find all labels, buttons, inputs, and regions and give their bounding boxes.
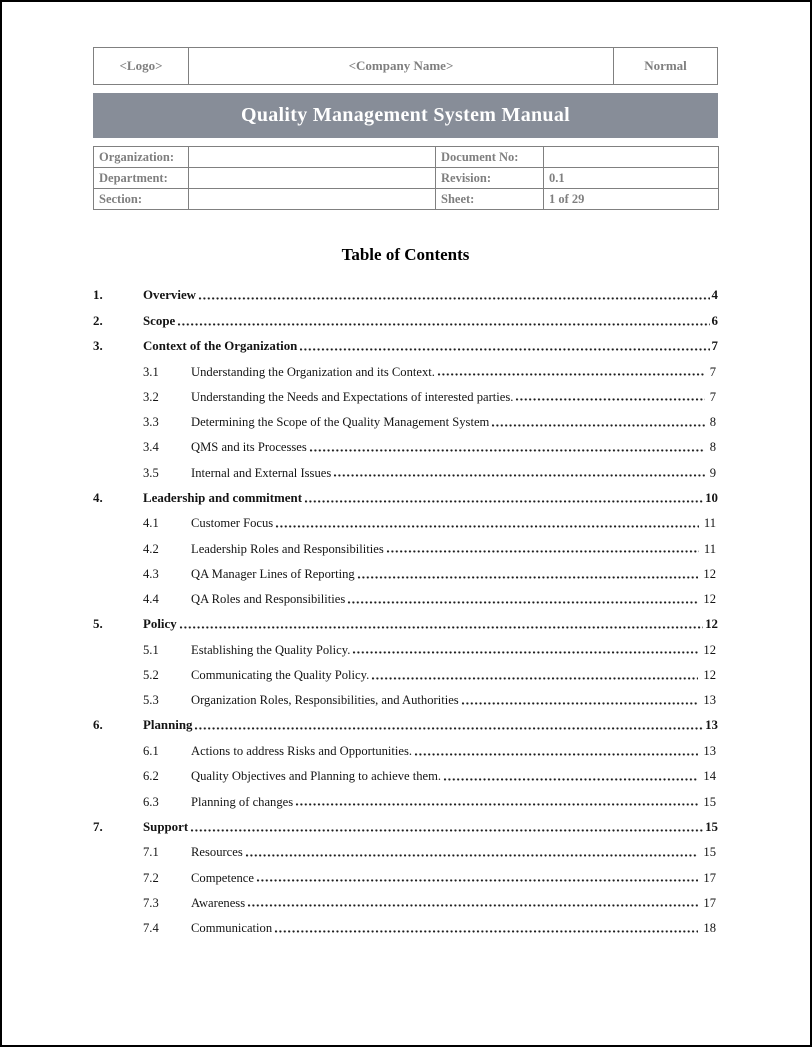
toc-dot-leader — [299, 348, 709, 352]
toc-dot-leader — [295, 803, 698, 807]
toc-list — [93, 277, 718, 935]
toc-entry-page: 12 — [705, 617, 718, 632]
toc-entry-page: 18 — [703, 921, 716, 936]
toc-entry-label: QA Manager Lines of Reporting — [191, 566, 355, 581]
toc-entry[interactable] — [93, 859, 718, 884]
toc-entry-number: 5. — [93, 617, 103, 632]
toc-entry-number: 6.2 — [143, 769, 159, 784]
toc-dot-leader — [333, 474, 704, 478]
toc-entry[interactable] — [93, 656, 718, 681]
toc-entry-page: 7 — [709, 364, 716, 379]
toc-entry-label: Policy — [143, 617, 177, 632]
toc-entry-page: 17 — [703, 895, 716, 910]
document-status-label: Normal — [613, 48, 717, 84]
info-label-cell: Document No: — [436, 147, 544, 168]
toc-entry-label: Overview — [143, 288, 196, 303]
toc-entry-number: 6.3 — [143, 794, 159, 809]
toc-dot-leader — [194, 727, 703, 731]
toc-entry[interactable] — [93, 530, 718, 555]
toc-dot-leader — [198, 297, 710, 301]
info-table-row — [94, 189, 719, 210]
toc-dot-leader — [256, 879, 698, 883]
toc-entry[interactable] — [93, 403, 718, 428]
toc-entry-number: 5.3 — [143, 693, 159, 708]
toc-dot-leader — [177, 323, 709, 327]
toc-entry[interactable] — [93, 834, 718, 859]
toc-entry-number: 3.4 — [143, 440, 159, 455]
toc-entry-label: Scope — [143, 313, 176, 328]
toc-entry[interactable] — [93, 505, 718, 530]
toc-entry[interactable] — [93, 353, 718, 378]
toc-entry-label: Establishing the Quality Policy. — [191, 642, 351, 657]
toc-entry-page: 7 — [709, 389, 716, 404]
toc-entry-number: 4.3 — [143, 566, 159, 581]
toc-entry-number: 3.1 — [143, 364, 159, 379]
toc-dot-leader — [190, 829, 703, 833]
info-label-cell: Revision: — [436, 168, 544, 189]
toc-dot-leader — [443, 778, 698, 782]
toc-entry[interactable] — [93, 909, 718, 934]
toc-entry-page: 12 — [703, 592, 716, 607]
toc-entry-number: 6.1 — [143, 744, 159, 759]
toc-dot-leader — [437, 373, 705, 377]
toc-entry-label: Determining the Scope of the Quality Management System — [191, 415, 490, 430]
toc-entry[interactable] — [93, 454, 718, 479]
info-value-cell: 1 of 29 — [544, 189, 719, 210]
toc-entry-page: 13 — [705, 718, 718, 733]
toc-entry-page: 12 — [703, 668, 716, 683]
toc-dot-leader — [304, 500, 703, 504]
toc-entry-label: Awareness — [191, 895, 246, 910]
toc-entry-page: 17 — [703, 870, 716, 885]
toc-entry[interactable] — [93, 682, 718, 707]
toc-entry-number: 7.4 — [143, 921, 159, 936]
toc-entry-number: 4.1 — [143, 516, 159, 531]
toc-entry-number: 6. — [93, 718, 103, 733]
toc-entry-number: 4. — [93, 490, 103, 505]
toc-dot-leader — [371, 677, 698, 681]
toc-entry-page: 12 — [703, 642, 716, 657]
toc-dot-leader — [357, 576, 699, 580]
toc-dot-leader — [414, 753, 698, 757]
toc-entry-label: Understanding the Needs and Expectations of interested parties. — [191, 389, 514, 404]
info-table-body — [94, 147, 719, 210]
toc-entry-number: 4.4 — [143, 592, 159, 607]
info-value-cell — [189, 189, 436, 210]
toc-entry-page: 11 — [703, 516, 716, 531]
toc-dot-leader — [274, 930, 698, 934]
info-value-cell: 0.1 — [544, 168, 719, 189]
toc-dot-leader — [309, 449, 705, 453]
toc-entry[interactable] — [93, 277, 718, 302]
info-value-cell — [189, 147, 436, 168]
company-name-placeholder: <Company Name> — [188, 48, 613, 84]
toc-entry-label: Resources — [191, 845, 243, 860]
toc-entry[interactable] — [93, 555, 718, 580]
toc-entry[interactable] — [93, 479, 718, 504]
toc-entry-page: 9 — [709, 465, 716, 480]
info-label-cell: Sheet: — [436, 189, 544, 210]
toc-dot-leader — [245, 854, 699, 858]
toc-entry-number: 4.2 — [143, 541, 159, 556]
toc-entry-number: 3.5 — [143, 465, 159, 480]
toc-entry-label: Customer Focus — [191, 516, 274, 531]
info-table-row — [94, 168, 719, 189]
toc-entry-label: Quality Objectives and Planning to achieve them. — [191, 769, 442, 784]
toc-entry-label: Internal and External Issues — [191, 465, 332, 480]
info-table-row — [94, 147, 719, 168]
toc-entry-page: 7 — [711, 338, 718, 353]
toc-entry-number: 5.1 — [143, 642, 159, 657]
toc-entry-page: 8 — [709, 440, 716, 455]
toc-entry-number: 2. — [93, 313, 103, 328]
toc-entry[interactable] — [93, 328, 718, 353]
toc-dot-leader — [275, 525, 699, 529]
toc-entry-label: Competence — [191, 870, 254, 885]
toc-entry-label: Context of the Organization — [143, 338, 298, 353]
toc-entry[interactable] — [93, 581, 718, 606]
toc-entry-number: 3. — [93, 338, 103, 353]
toc-entry-page: 15 — [703, 794, 716, 809]
toc-entry-page: 10 — [705, 490, 718, 505]
toc-entry[interactable] — [93, 631, 718, 656]
toc-entry-label: Communication — [191, 921, 273, 936]
info-value-cell — [544, 147, 719, 168]
toc-entry-label: Planning of changes — [191, 794, 294, 809]
logo-placeholder: <Logo> — [119, 58, 163, 73]
toc-entry-page: 11 — [703, 541, 716, 556]
toc-entry[interactable] — [93, 884, 718, 909]
toc-entry-page: 15 — [705, 819, 718, 834]
toc-entry[interactable] — [93, 758, 718, 783]
toc-dot-leader — [386, 550, 699, 554]
toc-entry-number: 5.2 — [143, 668, 159, 683]
toc-entry-page: 6 — [711, 313, 718, 328]
toc-entry-page: 4 — [711, 288, 718, 303]
toc-entry[interactable] — [93, 429, 718, 454]
toc-dot-leader — [515, 398, 704, 402]
toc-entry-page: 13 — [703, 744, 716, 759]
toc-entry-number: 7.3 — [143, 895, 159, 910]
toc-entry-page: 12 — [703, 566, 716, 581]
toc-entry-label: Planning — [143, 718, 193, 733]
toc-entry-number: 1. — [93, 288, 103, 303]
toc-entry-label: Understanding the Organization and its Context. — [191, 364, 435, 379]
info-label-cell: Department: — [94, 168, 189, 189]
info-label-cell: Organization: — [94, 147, 189, 168]
toc-entry[interactable] — [93, 302, 718, 327]
toc-entry-label: Communicating the Quality Policy. — [191, 668, 370, 683]
toc-entry[interactable] — [93, 606, 718, 631]
document-header-table — [93, 47, 718, 85]
info-value-cell — [189, 168, 436, 189]
toc-entry-page: 13 — [703, 693, 716, 708]
toc-dot-leader — [179, 626, 703, 630]
document-title-banner: Quality Management System Manual — [93, 93, 718, 138]
info-label-cell: Section: — [94, 189, 189, 210]
toc-entry-label: Leadership and commitment — [143, 490, 302, 505]
toc-entry-page: 14 — [703, 769, 716, 784]
toc-entry-number: 3.2 — [143, 389, 159, 404]
toc-entry[interactable] — [93, 732, 718, 757]
toc-dot-leader — [347, 601, 698, 605]
toc-dot-leader — [461, 702, 699, 706]
toc-entry-number: 7.1 — [143, 845, 159, 860]
toc-dot-leader — [247, 904, 698, 908]
toc-entry-label: Actions to address Risks and Opportunities. — [191, 744, 413, 759]
toc-entry[interactable] — [93, 707, 718, 732]
toc-entry-label: Organization Roles, Responsibilities, and Authorities — [191, 693, 459, 708]
toc-entry[interactable] — [93, 378, 718, 403]
toc-entry-page: 8 — [709, 415, 716, 430]
toc-entry[interactable] — [93, 808, 718, 833]
toc-entry-number: 7.2 — [143, 870, 159, 885]
toc-entry-label: Leadership Roles and Responsibilities — [191, 541, 384, 556]
toc-entry-label: Support — [143, 819, 189, 834]
toc-entry-page: 15 — [703, 845, 716, 860]
document-info-table — [93, 146, 719, 210]
toc-title: Table of Contents — [341, 245, 470, 264]
toc-entry-label: QMS and its Processes — [191, 440, 307, 455]
toc-entry-number: 3.3 — [143, 415, 159, 430]
toc-entry-number: 7. — [93, 819, 103, 834]
toc-dot-leader — [352, 651, 698, 655]
toc-dot-leader — [491, 424, 704, 428]
toc-entry-label: QA Roles and Responsibilities — [191, 592, 346, 607]
toc-entry[interactable] — [93, 783, 718, 808]
